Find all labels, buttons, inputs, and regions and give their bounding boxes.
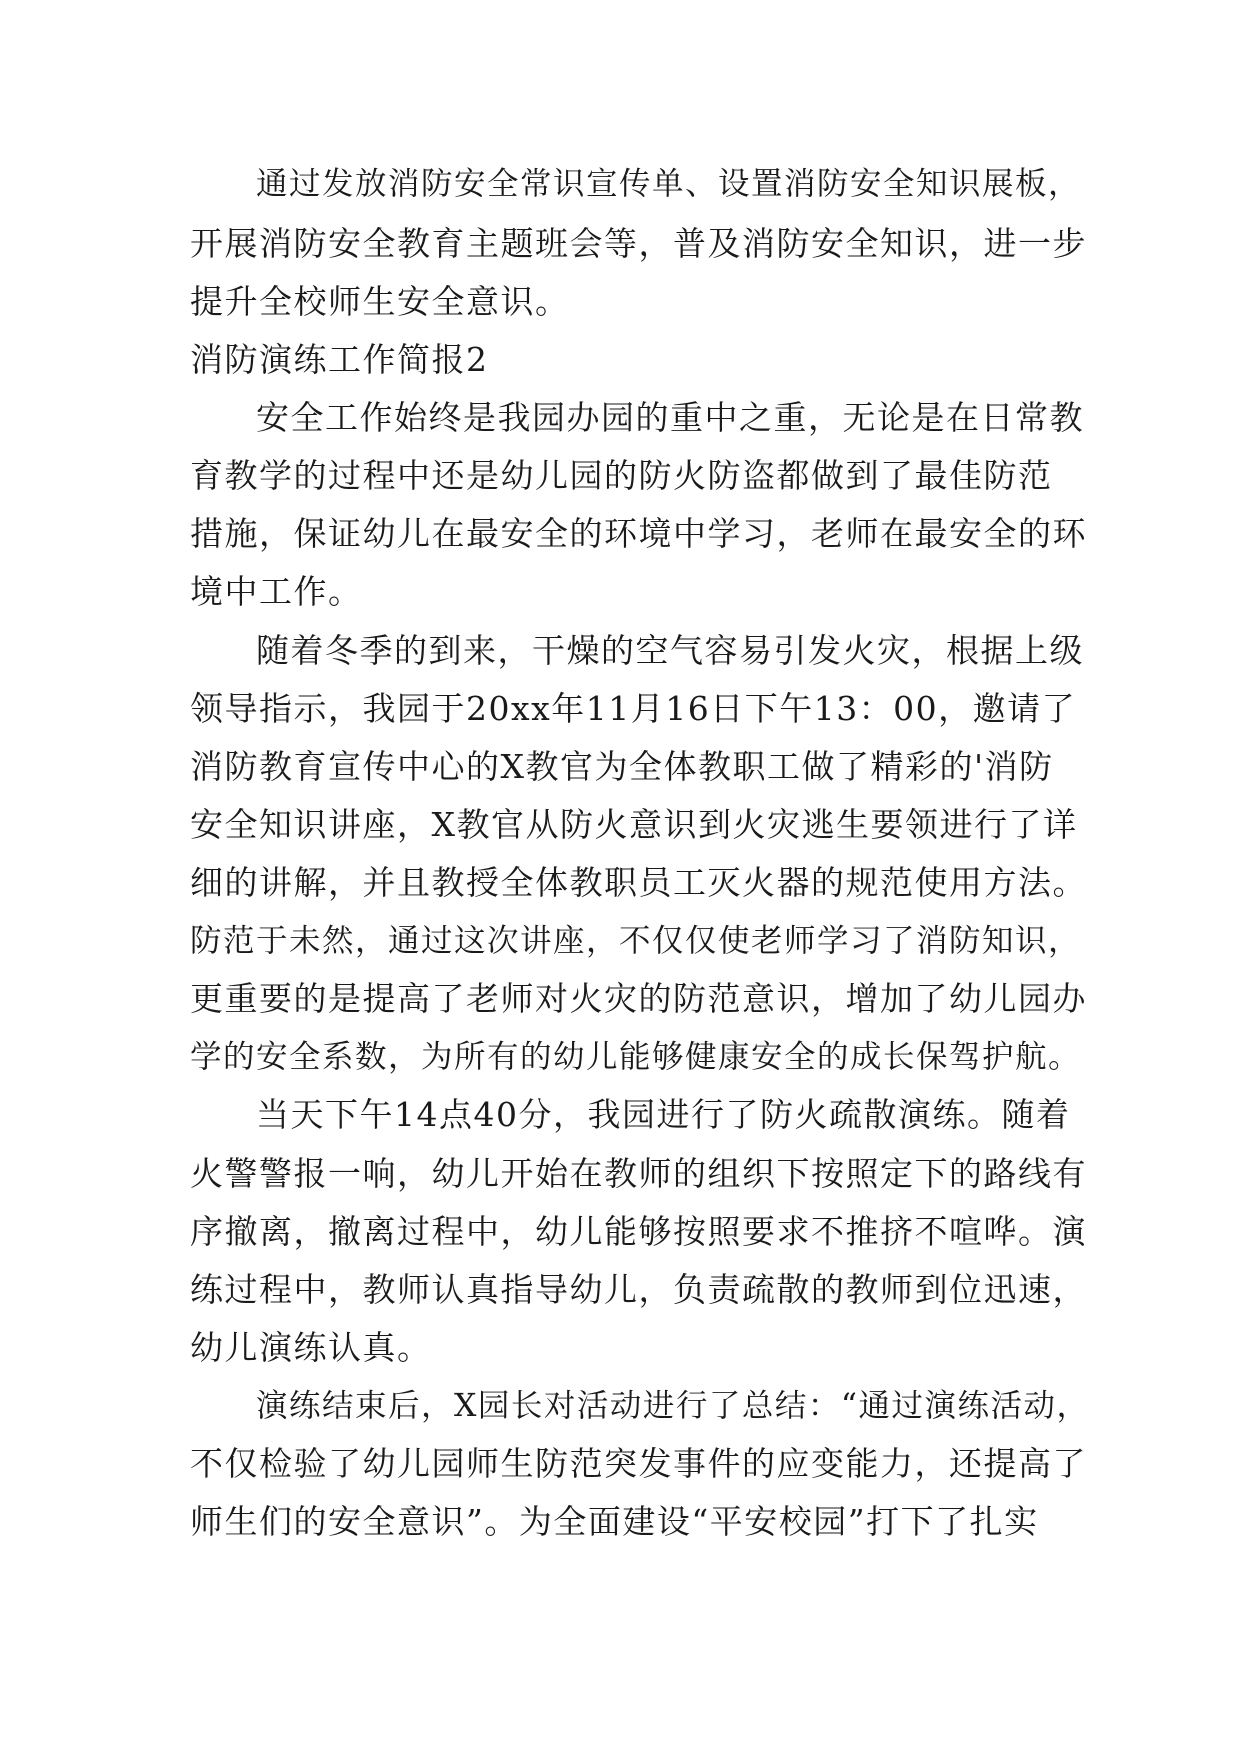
text-line: 当天下午14点40分，我园进行了防火疏散演练。随着 (256, 1095, 1071, 1134)
text-line: 措施，保证幼儿在最安全的环境中学习，老师在最安全的环 (190, 514, 1087, 553)
text-line: 开展消防安全教育主题班会等，普及消防安全知识，进一步 (190, 224, 1087, 263)
section-title: 消防演练工作简报2 (190, 340, 489, 379)
text-line: 育教学的过程中还是幼儿园的防火防盗都做到了最佳防范 (190, 456, 1053, 495)
text-line: 通过发放消防安全常识宣传单、设置消防安全知识展板， (256, 166, 1082, 202)
text-line: 演练结束后，X园长对活动进行了总结：“通过演练活动， (256, 1388, 1090, 1424)
text-line: 不仅检验了幼儿园师生防范突发事件的应变能力，还提高了 (190, 1444, 1087, 1483)
text-line: 随着冬季的到来，干燥的空气容易引发火灾，根据上级 (256, 631, 1084, 670)
text-line: 安全知识讲座，X教官从防火意识到火灾逃生要领进行了详 (190, 805, 1078, 844)
text-line: 练过程中，教师认真指导幼儿，负责疏散的教师到位迅速， (190, 1270, 1087, 1309)
text-line: 更重要的是提高了老师对火灾的防范意识，增加了幼儿园办 (190, 979, 1087, 1018)
text-line: 师生们的安全意识”。为全面建设“平安校园”打下了扎实 (190, 1502, 1039, 1541)
text-line: 提升全校师生安全意识。 (190, 282, 570, 321)
text-line: 领导指示，我园于20xx年11月16日下午13：00，邀请了 (190, 689, 1077, 728)
text-line: 细的讲解，并且教授全体教职员工灭火器的规范使用方法。 (190, 863, 1087, 902)
text-line: 境中工作。 (190, 572, 363, 611)
text-line: 幼儿演练认真。 (190, 1328, 432, 1367)
text-line: 序撤离，撤离过程中，幼儿能够按照要求不推挤不喧哗。演 (190, 1212, 1087, 1251)
text-line: 防范于未然，通过这次讲座，不仅仅使老师学习了消防知识， (190, 923, 1082, 959)
text-line: 安全工作始终是我园办园的重中之重，无论是在日常教 (256, 398, 1084, 437)
text-line: 火警警报一响，幼儿开始在教师的组织下按照定下的路线有 (190, 1154, 1087, 1193)
text-line: 消防教育宣传中心的X教官为全体教职工做了精彩的'消防 (190, 747, 1054, 786)
text-line: 学的安全系数，为所有的幼儿能够健康安全的成长保驾护航。 (190, 1039, 1082, 1075)
